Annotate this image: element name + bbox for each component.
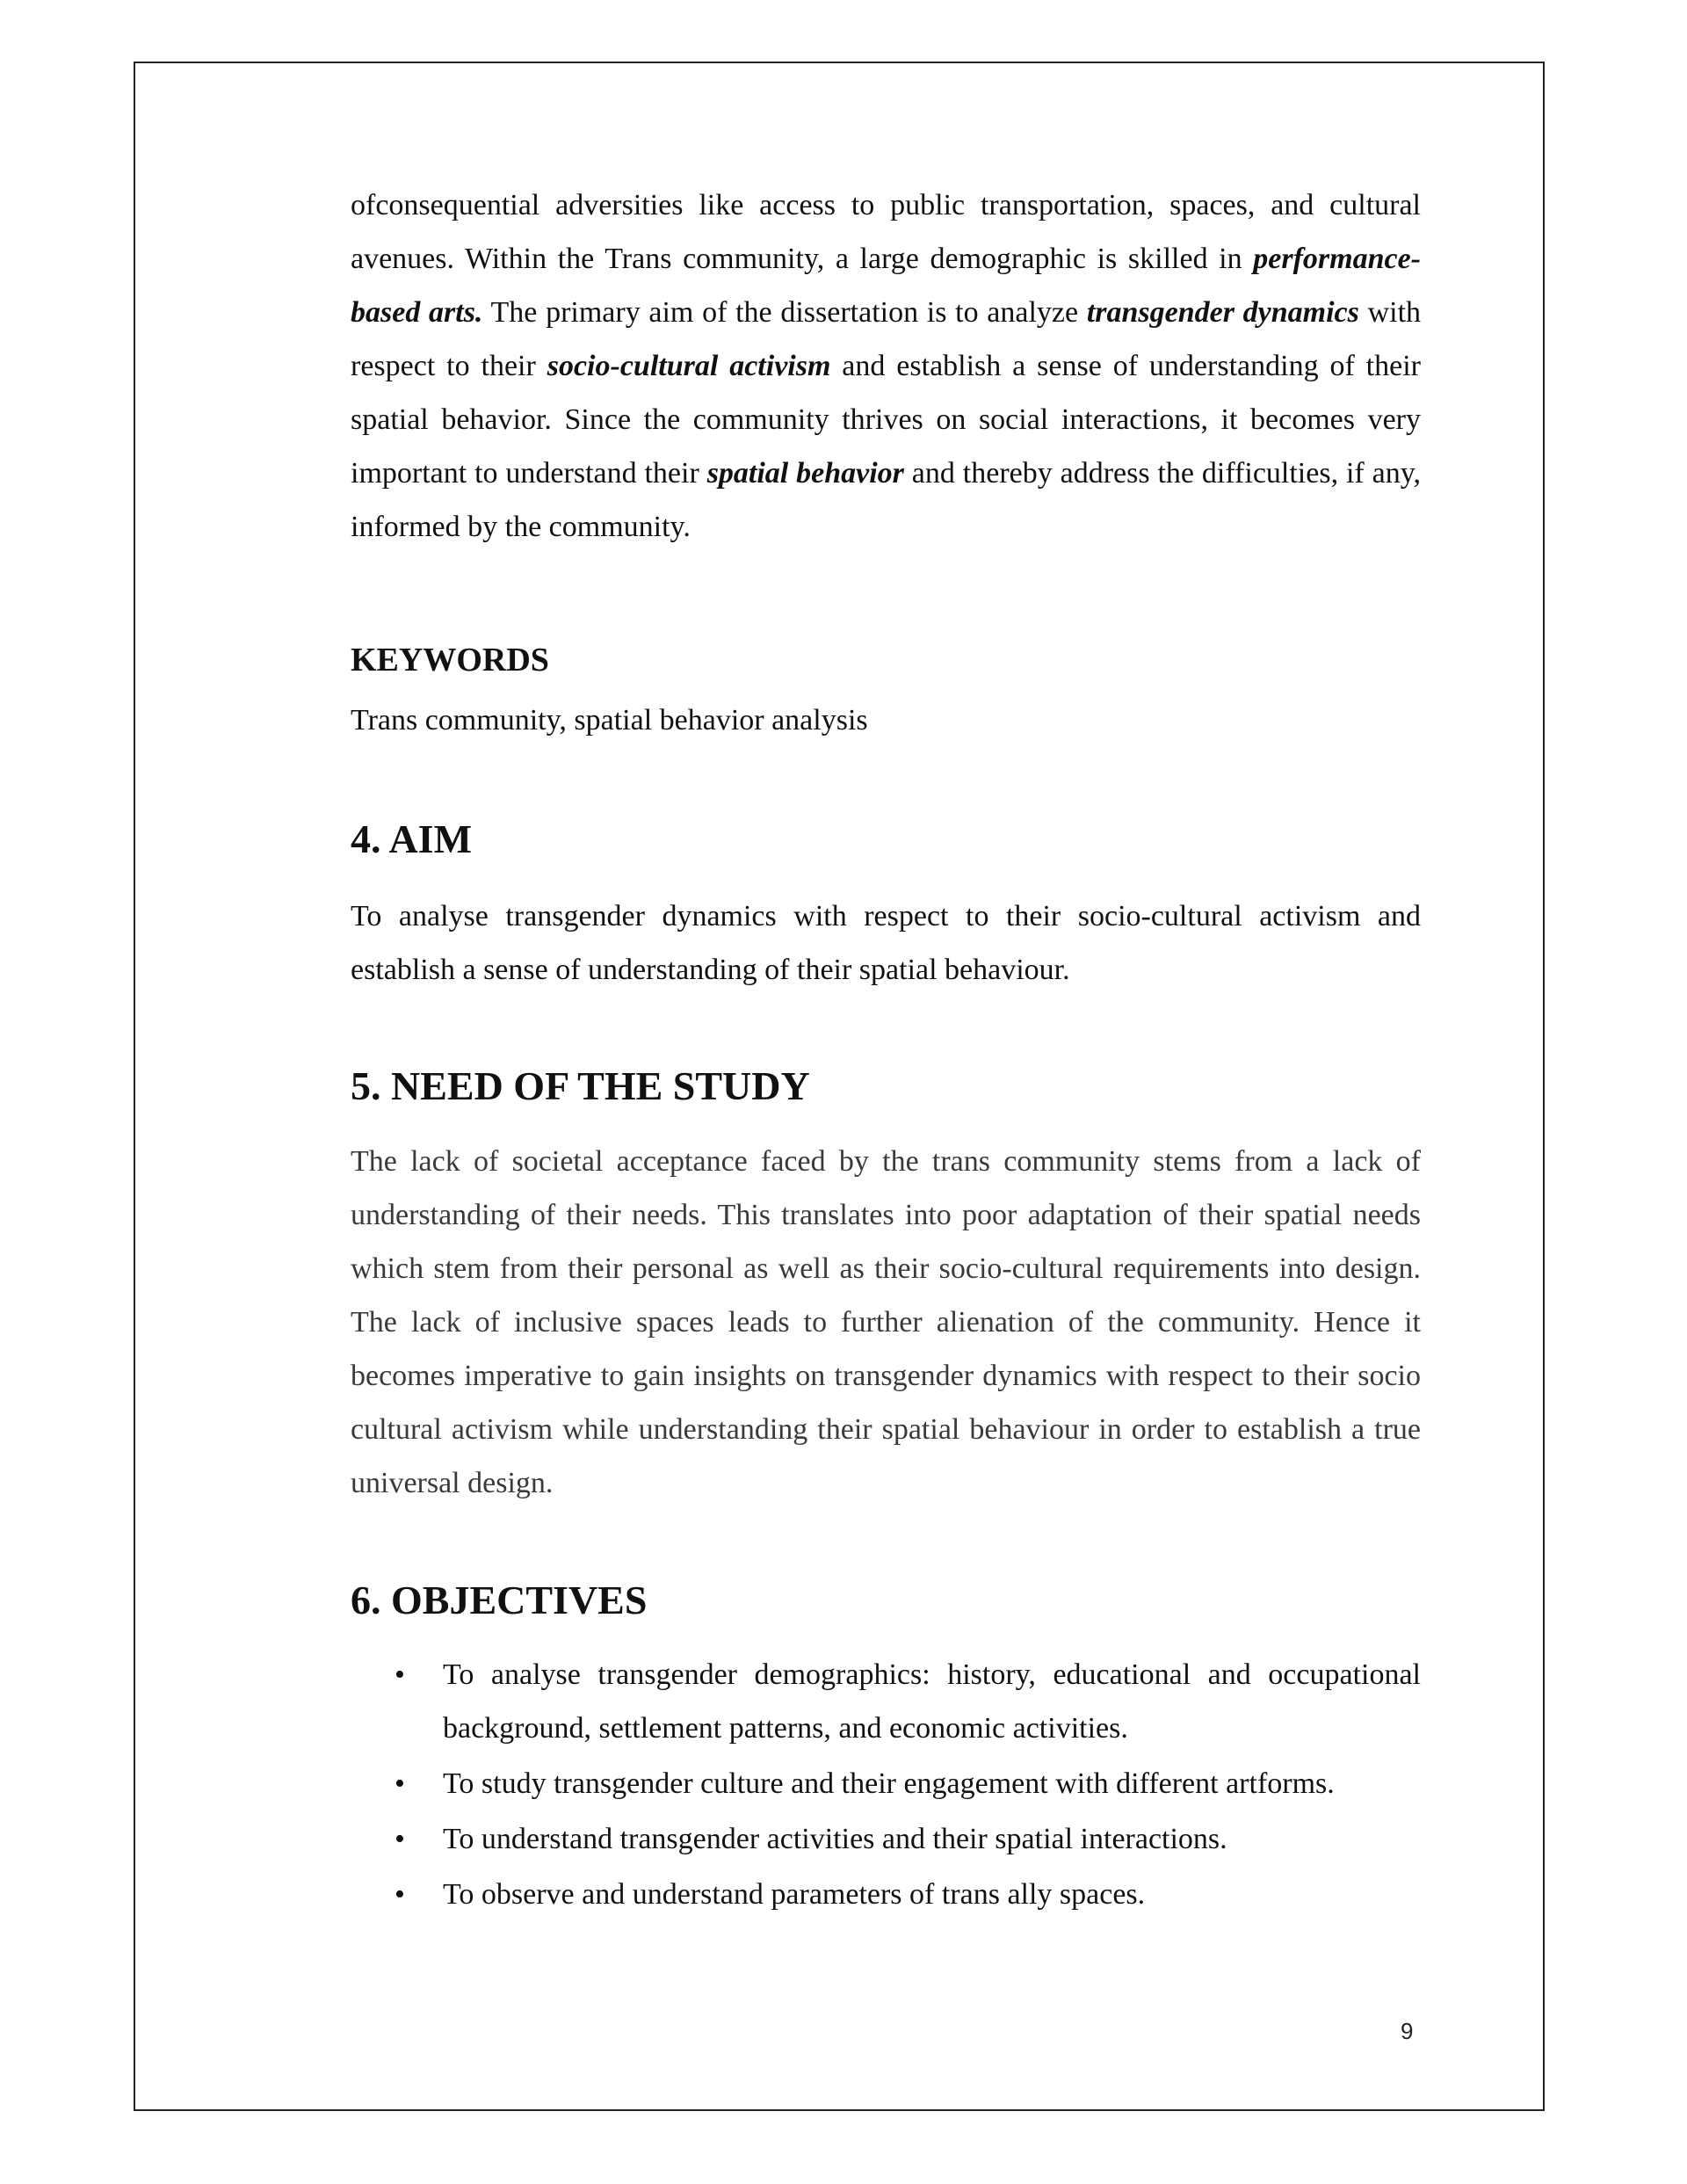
intro-paragraph <box>351 178 1421 554</box>
objectives-list <box>351 1648 1421 1923</box>
intro-text-2: The primary aim of the dissertation is to analyze <box>482 296 1087 329</box>
objective-text: To study transgender culture and their engagement with different artforms. <box>443 1767 1335 1800</box>
aim-section <box>351 889 1421 997</box>
intro-text-5: and thereby address the difficulties, if any, informed by the community. <box>351 457 1421 543</box>
objective-item <box>351 1812 1421 1866</box>
bullet-icon: • <box>395 1878 405 1911</box>
objective-text: To understand transgender activities and their spatial interactions. <box>443 1823 1227 1855</box>
objective-item <box>351 1648 1421 1755</box>
objective-item <box>351 1868 1421 1921</box>
bullet-icon: • <box>395 1823 405 1855</box>
intro-emphasis-socio-cultural-activism: socio-cultural activism <box>547 350 831 382</box>
intro-emphasis-spatial-behavior: spatial behavior <box>706 457 904 490</box>
objective-text: To analyse transgender demographics: history, educational and occupational background, settlement patterns, and economic activities. <box>443 1658 1421 1745</box>
need-heading: 5. NEED OF THE STUDY <box>351 1063 810 1108</box>
intro-text-3: with respect to their <box>351 296 1422 382</box>
objectives-heading: 6. OBJECTIVES <box>351 1578 648 1622</box>
need-paragraph: The lack of societal acceptance faced by the trans community stems from a lack of understanding of their needs. This translates into poor adaptation of their spatial needs which stem from their personal as well as their socio-cultural requirements into design. The lack of inclusive spaces leads to further alienation of the community. Hence it becomes imperative to gain insights on transgender dynamics with respect to their socio cultural activism while understanding their spatial behaviour in order to establish a true universal design. <box>351 1145 1421 1499</box>
objective-item <box>351 1757 1421 1810</box>
need-section <box>351 1135 1421 1510</box>
aim-paragraph: To analyse transgender dynamics with respect to their socio-cultural activism and establish a sense of understanding of their spatial behaviour. <box>351 900 1421 986</box>
keywords-text: Trans community, spatial behavior analysis <box>351 704 868 736</box>
page-number: 9 <box>1401 2018 1414 2044</box>
aim-heading: 4. AIM <box>351 816 472 861</box>
intro-text-4: and establish a sense of understanding of their spatial behavior. Since the community thrives on social interactions, it becomes very important to understand their <box>351 350 1421 490</box>
intro-emphasis-performance-arts: performance-based arts. <box>351 243 1421 329</box>
keywords-heading: KEYWORDS <box>351 642 549 678</box>
objective-text: To observe and understand parameters of trans ally spaces. <box>443 1878 1146 1911</box>
bullet-icon: • <box>395 1767 405 1800</box>
intro-emphasis-transgender-dynamics: transgender dynamics <box>1086 296 1359 329</box>
intro-text-1: ofconsequential adversities like access to public transportation, spaces, and cultural avenues. Within the Trans community, a large demographic is skilled in <box>351 189 1421 275</box>
intro-section <box>351 178 1421 554</box>
bullet-icon: • <box>395 1658 405 1691</box>
